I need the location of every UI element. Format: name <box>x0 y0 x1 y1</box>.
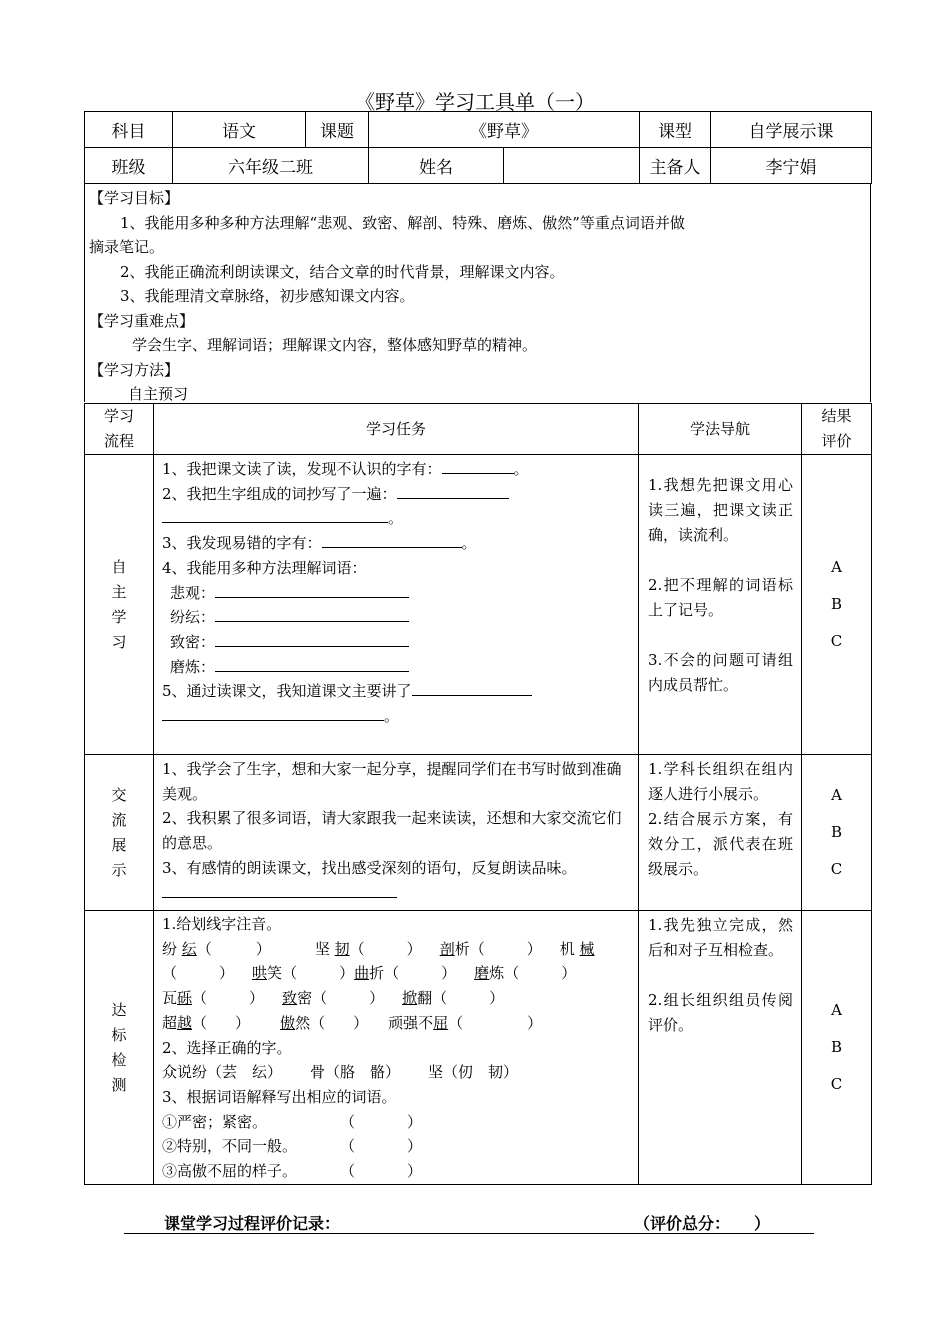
author-label: 主备人 <box>640 148 711 184</box>
stage-test: 达 标 检 测 <box>85 911 154 1185</box>
goal-2: 2、我能正确流利朗读课文，结合文章的时代背景，理解课文内容。 <box>120 262 565 281</box>
guide-test: 1.我先独立完成，然后和对子互相检查。 2.组长组织组员传阅评价。 <box>639 911 802 1185</box>
answer-blank[interactable] <box>162 881 397 898</box>
class-value: 六年级二班 <box>173 148 369 184</box>
answer-blank[interactable] <box>215 605 409 622</box>
stage-self-study: 自 主 学 习 <box>85 455 154 755</box>
answer-blank[interactable] <box>322 531 462 548</box>
result-self-study[interactable]: A B C <box>802 455 872 755</box>
subject-value: 语文 <box>173 112 306 148</box>
answer-blank[interactable] <box>215 655 409 672</box>
topic-label: 课题 <box>306 112 369 148</box>
answer-blank[interactable] <box>412 679 532 696</box>
goal-1: 1、我能用多种多种方法理解“悲观、致密、解剖、特殊、磨炼、傲然”等重点词语并做 <box>120 213 685 232</box>
answer-blank[interactable] <box>162 704 384 721</box>
stage-exchange: 交 流 展 示 <box>85 755 154 911</box>
tasks-exchange: 1、我学会了生字，想和大家一起分享，提醒同学们在书写时做到准确美观。 2、我积累了很多词语，请大家跟我一起来读读，还想和大家交流它们的意思。 3、有感情的朗读课文，找出感受深刻的语句，反复朗读品味。 <box>154 755 639 911</box>
objectives-section <box>84 184 871 402</box>
page-title: 《野草》学习工具单（一） <box>355 90 595 114</box>
answer-blank[interactable] <box>442 457 514 474</box>
tasks-test: 1.给划线字注音。 纷 纭（ ） 坚 韧（ ） 剖析（ ） 机 械 （ ） 哄笑（ ）曲折（ ） 磨炼（ ） 瓦砾（ ） 致密（ ） 掀翻（ ） 超越（ ） 傲然（ ） 顽强不屈（ ） 2、选择正确的字。 众说纷（芸 纭） 骨（胳 骼） 坚（仞 韧） 3、根据词语解释写出相应的词语。 ①严密；紧密。 （ ） ②特别，不同一般。 （ ） ③高傲不屈的样子。 （ ） <box>154 911 639 1185</box>
key-heading: 【学习重难点】 <box>89 311 195 330</box>
header-flow: 学习 流程 <box>85 404 154 455</box>
guide-exchange: 1.学科长组织在组内逐人进行小展示。 2.结合展示方案，有效分工，派代表在班级展示。 <box>639 755 802 911</box>
header-task: 学习任务 <box>154 404 639 455</box>
answer-blank[interactable] <box>397 482 509 499</box>
subject-label: 科目 <box>85 112 173 148</box>
evaluation-footer <box>124 1211 814 1234</box>
name-label: 姓名 <box>369 148 504 184</box>
tasks-self-study: 1、我把课文读了读，发现不认识的字有： 。 2、我把生字组成的词抄写了一遍： 。 3、我发现易错的字有： 。 4、我能用多种方法理解词语： 悲观： 纷纭： 致密： 磨炼： 5、通过读课文，我知道课文主要讲了 。 <box>154 455 639 755</box>
answer-blank[interactable] <box>215 630 409 647</box>
header-guide: 学法导航 <box>639 404 802 455</box>
method-text: 自主预习 <box>128 385 189 403</box>
goal-1-cont: 摘录笔记。 <box>89 238 165 256</box>
name-value[interactable] <box>504 148 640 184</box>
type-value: 自学展示课 <box>711 112 872 148</box>
result-test[interactable]: A B C <box>802 911 872 1185</box>
answer-blank[interactable] <box>162 506 388 523</box>
process-table <box>84 403 872 1185</box>
guide-self-study: 1.我想先把课文用心读三遍，把课文读正确，读流利。 2.把不理解的词语标上了记号。 3.不会的问题可请组内成员帮忙。 <box>639 455 802 755</box>
evaluation-record-label: 课堂学习过程评价记录： <box>164 1214 341 1233</box>
answer-blank[interactable] <box>215 581 409 598</box>
method-heading: 【学习方法】 <box>89 360 180 379</box>
header-result: 结果 评价 <box>802 404 872 455</box>
result-exchange[interactable]: A B C <box>802 755 872 911</box>
goal-3: 3、我能理清文章脉络，初步感知课文内容。 <box>120 287 415 305</box>
type-label: 课型 <box>640 112 711 148</box>
class-label: 班级 <box>85 148 173 184</box>
evaluation-total-label[interactable]: （评价总分： ） <box>634 1214 771 1233</box>
info-table <box>84 111 872 184</box>
key-points: 学会生字、理解词语；理解课文内容，整体感知野草的精神。 <box>132 336 538 354</box>
goal-heading: 【学习目标】 <box>89 189 180 207</box>
topic-value: 《野草》 <box>369 112 640 148</box>
author-value: 李宁娟 <box>711 148 872 184</box>
